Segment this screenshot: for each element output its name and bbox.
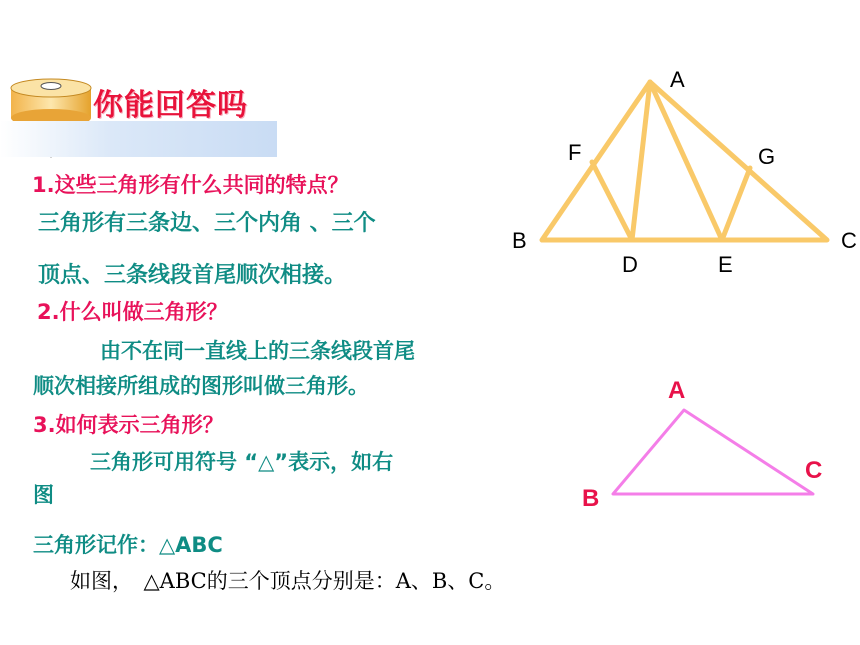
- answer-1-line-2: 顶点、三条线段首尾顺次相接。: [38, 263, 347, 288]
- triangle-diagram-top: [500, 60, 860, 285]
- answer-3-line-2: 图: [33, 483, 54, 507]
- vertex-label-e: E: [718, 252, 733, 277]
- vertex-label-f: F: [568, 140, 582, 165]
- notation-label: 三角形记作：△ABC: [33, 533, 223, 557]
- vertex-label-c: C: [805, 457, 823, 484]
- segment-ae: [650, 82, 722, 240]
- page-title: 你能回答吗: [93, 88, 248, 123]
- answer-2-line-1: 由不在同一直线上的三条线段首尾: [100, 339, 415, 363]
- question-2: 2.什么叫做三角形？: [37, 300, 228, 324]
- vertex-label-b: B: [582, 485, 600, 512]
- vertex-label-d: D: [622, 252, 638, 277]
- header-banner: [0, 121, 277, 157]
- vertex-label-g: G: [758, 144, 776, 169]
- vertex-label-a: A: [668, 377, 686, 404]
- answer-1-line-1: 三角形有三条边、三个内角 、三个: [38, 211, 376, 236]
- vertex-label-a: A: [670, 67, 685, 92]
- vertex-label-b: B: [512, 228, 527, 253]
- answer-3-line-1: 三角形可用符号 “△”表示，如右: [90, 450, 394, 474]
- answer-2-line-2: 顺次相接所组成的图形叫做三角形。: [33, 374, 369, 398]
- segment-ge: [722, 168, 750, 240]
- triangle-diagram-bottom: [570, 370, 840, 520]
- question-1: 1.这些三角形有什么共同的特点？: [32, 173, 349, 197]
- vertex-label-c: C: [841, 228, 857, 253]
- segment-fd: [592, 162, 632, 240]
- question-3: 3.如何表示三角形？: [33, 413, 224, 437]
- notation-example: 如图， △ABC的三个顶点分别是：A、B、C。: [70, 569, 506, 593]
- triangle-abc-pink: [613, 410, 813, 494]
